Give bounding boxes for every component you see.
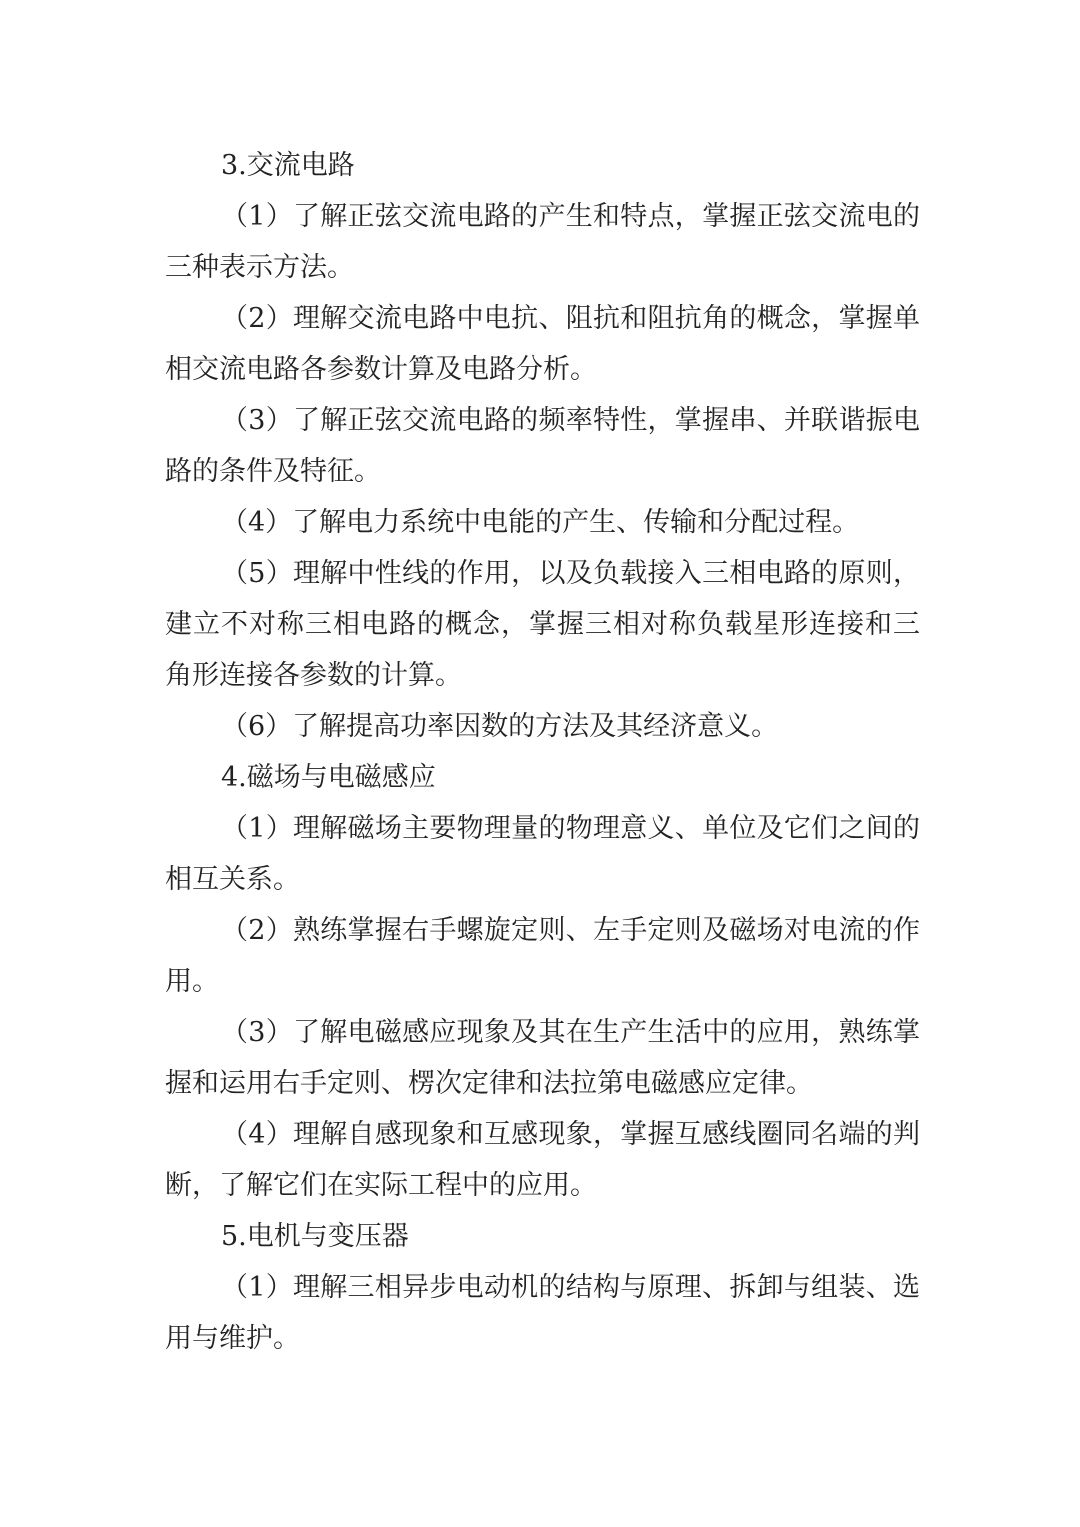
list-item: （1）理解三相异步电动机的结构与原理、拆卸与组装、选用与维护。	[165, 1272, 920, 1354]
list-item: （3）了解电磁感应现象及其在生产生活中的应用，熟练掌握和运用右手定则、楞次定律和法拉第电磁感应定律。	[165, 1017, 920, 1099]
list-item: （2）熟练掌握右手螺旋定则、左手定则及磁场对电流的作用。	[165, 915, 920, 997]
section-heading-ac-circuit: 3.交流电路	[221, 150, 355, 181]
list-item: （5）理解中性线的作用，以及负载接入三相电路的原则，建立不对称三相电路的概念，掌握三相对称负载星形连接和三角形连接各参数的计算。	[165, 558, 920, 691]
section-heading-motor-transformer: 5.电机与变压器	[221, 1221, 409, 1252]
list-item: （3）了解正弦交流电路的频率特性，掌握串、并联谐振电路的条件及特征。	[165, 405, 920, 487]
document-body	[165, 140, 920, 1364]
list-item: （1）了解正弦交流电路的产生和特点，掌握正弦交流电的三种表示方法。	[165, 201, 920, 283]
list-item: （4）理解自感现象和互感现象，掌握互感线圈同名端的判断，了解它们在实际工程中的应用。	[165, 1119, 920, 1201]
list-item: （6）了解提高功率因数的方法及其经济意义。	[221, 711, 779, 742]
list-item: （1）理解磁场主要物理量的物理意义、单位及它们之间的相互关系。	[165, 813, 920, 895]
list-item: （4）了解电力系统中电能的产生、传输和分配过程。	[221, 507, 860, 538]
section-heading-magnetic-field: 4.磁场与电磁感应	[221, 762, 436, 793]
list-item: （2）理解交流电路中电抗、阻抗和阻抗角的概念，掌握单相交流电路各参数计算及电路分析。	[165, 303, 920, 385]
